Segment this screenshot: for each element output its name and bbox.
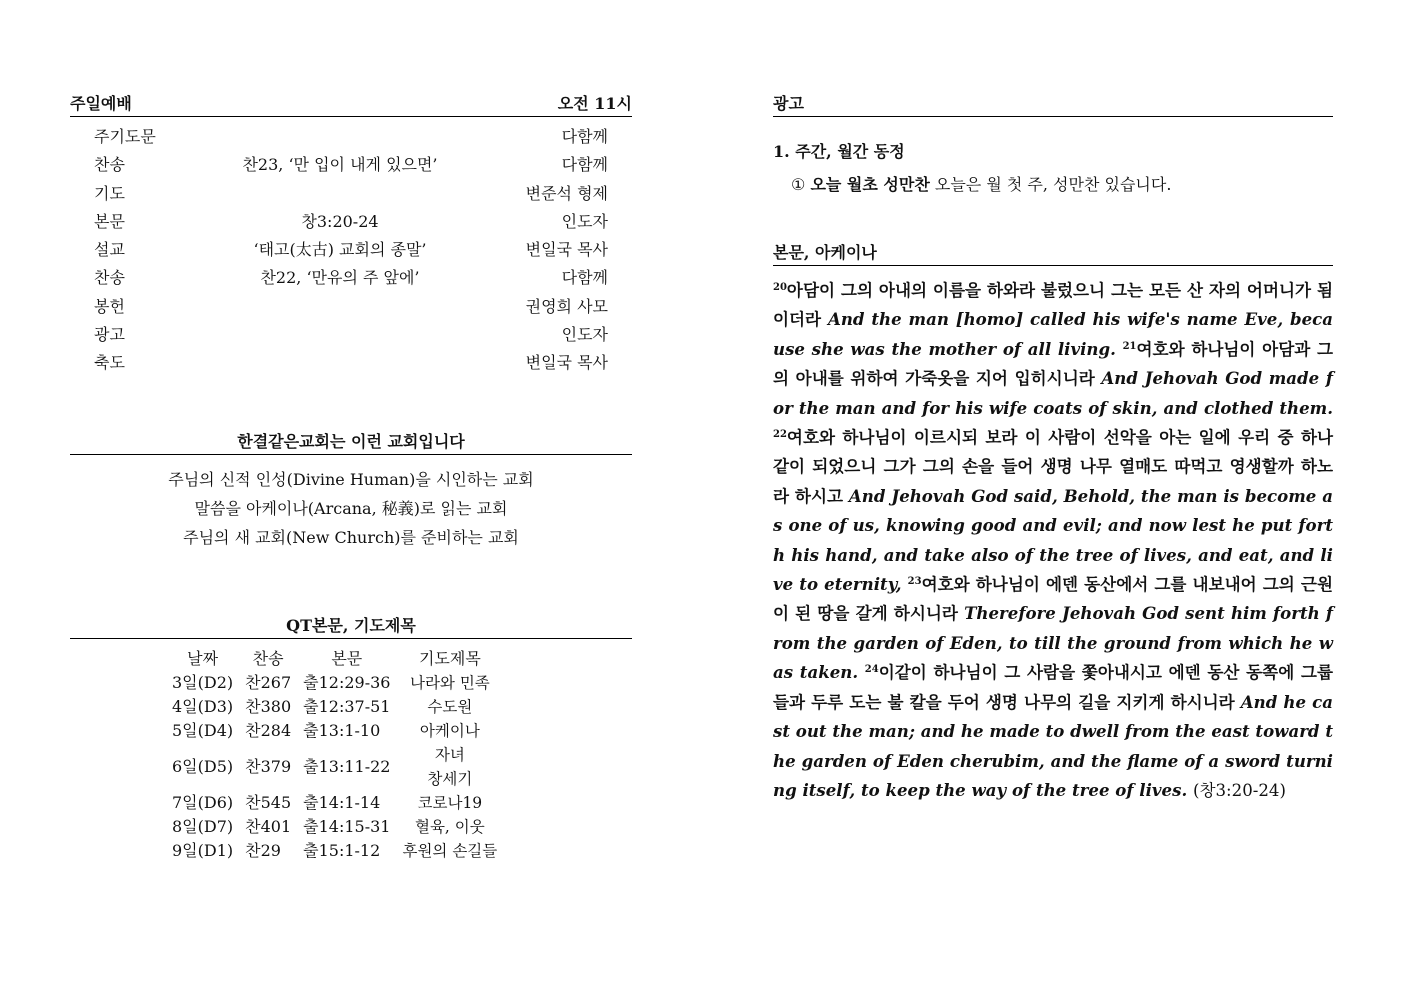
qt-col-date: 날짜	[187, 648, 219, 668]
service-row-person: 권영희 사모	[525, 296, 608, 316]
service-row	[70, 236, 632, 264]
verse-korean: 여호와 하나님이 에덴 동산에서 그를 내보내어 그의 근원이 된 땅을 갈게 하시니라	[773, 574, 1333, 624]
verse-korean: 이같이 하나님이 그 사람을 쫓아내시고 에덴 동산 동쪽에 그룹들과 두루 도는 불 칼을 두어 생명 나무의 길을 지키게 하시니라	[773, 662, 1333, 712]
verse-english: And Jehovah God made for the man and for his wife coats of skin, and clothed them.	[773, 368, 1333, 418]
qt-date: 5일(D4)	[172, 720, 234, 740]
qt-prayer: 자녀 창세기	[427, 745, 473, 788]
qt-date: 9일(D1)	[172, 840, 234, 860]
announcements-header	[773, 92, 1333, 117]
announcement-item	[773, 172, 1333, 195]
qt-hymn: 찬284	[245, 720, 292, 740]
qt-col-prayer: 기도제목	[418, 648, 481, 668]
service-row	[70, 208, 632, 236]
service-row-item: 설교	[94, 240, 125, 260]
service-row-detail: 찬22, ‘만유의 주 앞에’	[260, 268, 420, 288]
qt-text: 출14:15-31	[303, 816, 391, 836]
service-row	[70, 293, 632, 321]
qt-text: 출13:1-10	[303, 720, 381, 740]
qt-row	[166, 695, 503, 719]
qt-row	[166, 719, 503, 743]
verse-number: 24	[864, 664, 879, 676]
service-header	[70, 92, 632, 117]
service-row-person: 변일국 목사	[525, 240, 608, 260]
qt-col-text: 본문	[331, 648, 363, 668]
service-row	[70, 349, 632, 377]
verse-number: 22	[773, 429, 787, 441]
service-row-detail: 찬23, ‘만 입이 내게 있으면’	[242, 155, 438, 175]
verse-english: Therefore Jehovah God sent him forth from the garden of Eden, to till the ground from which he was taken.	[773, 603, 1333, 683]
qt-row	[166, 743, 503, 791]
qt-row	[166, 815, 503, 839]
announcements-subheading: 1. 주간, 월간 동정	[773, 142, 905, 161]
qt-prayer: 혈육, 이웃	[414, 817, 485, 836]
service-time: 오전 11시	[557, 94, 632, 113]
qt-header	[70, 614, 632, 639]
qt-row	[166, 791, 503, 815]
item-title: 오늘 월초 성만찬	[810, 175, 930, 194]
tenet-line: 말씀을 아케이나(Arcana, 秘義)로 읽는 교회	[194, 498, 508, 518]
item-mark: ①	[791, 175, 806, 194]
qt-text: 출14:1-14	[303, 792, 381, 812]
qt-table	[166, 647, 503, 863]
qt-prayer: 아케이나	[419, 721, 480, 740]
scripture-title: 본문, 아케이나	[773, 243, 877, 262]
announcements-title: 광고	[773, 94, 804, 113]
scripture-header	[773, 241, 1333, 266]
service-row	[70, 321, 632, 349]
qt-hymn: 찬379	[245, 756, 292, 776]
service-row-item: 찬송	[94, 268, 125, 288]
qt-hymn: 찬380	[245, 696, 292, 716]
service-row-person: 변일국 목사	[525, 353, 608, 373]
qt-row	[166, 671, 503, 695]
qt-text: 출15:1-12	[303, 840, 381, 860]
service-row-item: 주기도문	[94, 127, 156, 146]
qt-body	[166, 671, 503, 863]
qt-prayer: 수도원	[427, 697, 473, 716]
qt-prayer: 후원의 손길들	[402, 841, 498, 860]
verse-number: 21	[1122, 340, 1137, 352]
right-page	[773, 92, 1333, 805]
service-row-item: 찬송	[94, 155, 125, 175]
service-row-person: 인도자	[561, 211, 608, 231]
verse-number: 20	[773, 282, 787, 293]
verse-korean: 여호와 하나님이 이르시되 보라 이 사람이 선악을 아는 일에 우리 중 하나 같이 되었으니 그가 그의 손을 들어 생명 나무 열매도 따먹고 영생할까 하노라 하시고	[773, 427, 1333, 506]
service-row	[70, 123, 632, 151]
qt-date: 7일(D6)	[172, 792, 234, 812]
service-row-item: 광고	[94, 325, 125, 345]
verse-number: 23	[907, 576, 922, 588]
qt-prayer: 코로나19	[417, 793, 483, 812]
church-header	[70, 430, 632, 455]
service-row-item: 본문	[94, 211, 125, 231]
church-tenets	[70, 465, 632, 552]
service-row-detail: ‘태고(太古) 교회의 종말’	[253, 240, 427, 260]
service-row-item: 기도	[94, 183, 125, 203]
scripture-reference: (창3:20-24)	[1193, 780, 1286, 800]
item-text: 오늘은 월 첫 주, 성만찬 있습니다.	[934, 175, 1172, 194]
service-row-item: 봉헌	[94, 296, 125, 316]
qt-hymn: 찬401	[245, 816, 292, 836]
qt-col-hymn: 찬송	[252, 648, 284, 668]
service-order-list	[70, 123, 632, 378]
qt-hymn: 찬545	[245, 792, 292, 812]
qt-date: 3일(D2)	[172, 672, 234, 692]
service-row-detail: 창3:20-24	[301, 211, 379, 231]
service-row-person: 다함께	[561, 127, 608, 146]
left-page	[70, 92, 632, 863]
qt-prayer: 나라와 민족	[409, 673, 490, 692]
qt-hymn: 찬267	[245, 672, 292, 692]
service-row-person: 인도자	[561, 325, 608, 345]
service-row-item: 축도	[94, 353, 125, 373]
qt-date: 6일(D5)	[172, 756, 234, 776]
verse-english: And Jehovah God said, Behold, the man is become as one of us, knowing good and evil; and now lest he put forth his hand, and take also of the tree of lives, and eat, and live to eternity,	[773, 485, 1333, 595]
verse-korean: 여호와 하나님이 아담과 그의 아내를 위하여 가죽옷을 지어 입히시니라	[773, 338, 1334, 389]
verse-english: And the man [homo] called his wife's name Eve, because she was the mother of all living.	[773, 309, 1333, 359]
service-row	[70, 180, 632, 208]
qt-date: 4일(D3)	[172, 696, 234, 716]
service-row	[70, 264, 632, 292]
qt-date: 8일(D7)	[172, 816, 234, 836]
verse-english: And he cast out the man; and he made to dwell from the east toward the garden of Eden cherubim, and the flame of a sword turning itself, to keep the way of the tree of lives.	[773, 691, 1333, 800]
qt-text: 출12:29-36	[303, 672, 391, 692]
church-title: 한결같은교회는 이런 교회입니다	[237, 431, 465, 451]
service-row	[70, 151, 632, 179]
tenet-line: 주님의 신적 인성(Divine Human)을 시인하는 교회	[168, 469, 534, 489]
qt-title: QT본문, 기도제목	[286, 615, 416, 635]
qt-header-row	[166, 647, 503, 671]
service-row-person: 다함께	[561, 268, 608, 288]
qt-row	[166, 839, 503, 863]
service-title: 주일예배	[70, 94, 132, 113]
tenet-line: 주님의 새 교회(New Church)를 준비하는 교회	[183, 527, 519, 547]
service-row-person: 다함께	[561, 155, 608, 175]
verse-korean: 아담이 그의 아내의 이름을 하와라 불렀으니 그는 모든 산 자의 어머니가 됨이더라	[773, 280, 1333, 330]
service-row-person: 변준석 형제	[525, 183, 608, 203]
scripture-body	[773, 276, 1333, 805]
qt-text: 출12:37-51	[303, 696, 391, 716]
qt-text: 출13:11-22	[303, 756, 391, 776]
qt-hymn: 찬29	[245, 840, 281, 860]
